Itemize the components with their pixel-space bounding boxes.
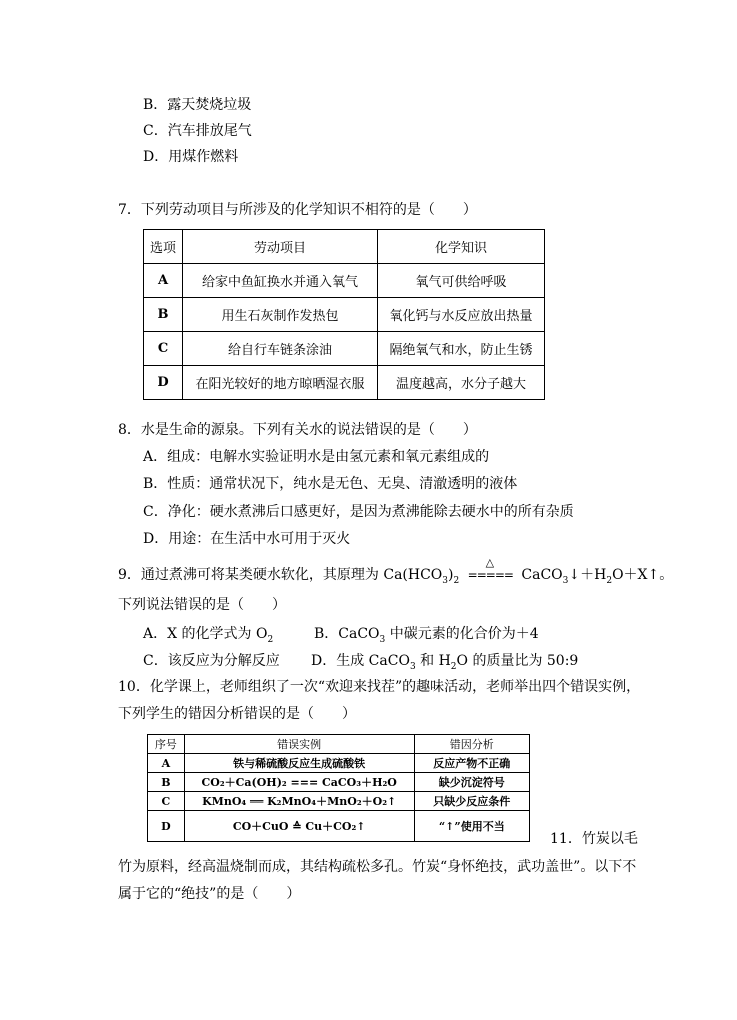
q9-stem-b: 下列说法错误的是（ ）	[118, 597, 286, 613]
table-cell: 在阳光较好的地方晾晒湿衣服	[183, 366, 378, 400]
equals-arrow: =====	[467, 568, 513, 582]
heat-condition-icon: △	[485, 556, 495, 569]
q10-table	[147, 734, 530, 842]
q7-stem: 7．下列劳动项目与所涉及的化学知识不相符的是（ ）	[118, 202, 477, 218]
q11-part-b: 竹为原料，经高温烧制而成，其结构疏松多孔。竹炭“身怀绝技，武功盖世”。以下不	[118, 859, 637, 875]
table-cell: C	[144, 332, 183, 366]
q9-product: CaCO	[516, 567, 563, 583]
table-cell: D	[148, 811, 185, 842]
q9-option-d-end: O 的质量比为 50:9	[456, 653, 579, 669]
table-cell: 给家中鱼缸换水并通入氧气	[183, 264, 378, 298]
table-row	[148, 811, 530, 842]
q10-stem-a: 10．化学课上，老师组织了一次“欢迎来找茬”的趣味活动，老师举出四个错误实例，	[118, 679, 641, 695]
q9-option-a-text: A．X 的化学式为 O	[143, 626, 268, 642]
q9-option-a	[143, 625, 273, 649]
q9-option-b-end: 中碳元素的化合价为＋4	[385, 626, 539, 642]
table-header: 序号	[148, 735, 185, 754]
q9-sub: 2	[453, 575, 460, 586]
q9-sub: 3	[442, 575, 449, 586]
table-header-row	[148, 735, 530, 754]
table-cell: 缺少沉淀符号	[414, 773, 529, 792]
table-cell: B	[144, 298, 183, 332]
table-header: 错因分析	[414, 735, 529, 754]
table-header: 化学知识	[378, 230, 545, 264]
q10-stem-b: 下列学生的错因分析错误的是（ ）	[118, 706, 356, 722]
q11-part-a: 11．竹炭以毛	[550, 831, 638, 847]
q9-reaction-arrow	[467, 556, 513, 584]
q9-sub: 2	[450, 661, 457, 672]
q9-sub: 2	[267, 634, 274, 645]
table-row	[148, 773, 530, 792]
table-cell: CO₂＋Ca(OH)₂ === CaCO₃＋H₂O	[184, 773, 414, 792]
table-row	[148, 754, 530, 773]
table-row	[144, 332, 545, 366]
q8-option-c: C．净化：硬水煮沸后口感更好，是因为煮沸能除去硬水中的所有杂质	[143, 504, 574, 520]
q9-stem	[118, 556, 674, 590]
q11-part-c: 属于它的“绝技”的是（ ）	[118, 886, 301, 902]
q6-option-b: B．露天焚烧垃圾	[143, 97, 252, 113]
q9-stem-text: 9．通过煮沸可将某类硬水软化，其原理为 Ca(HCO	[118, 567, 443, 583]
q8-option-b: B．性质：通常状况下，纯水是无色、无臭、清澈透明的液体	[143, 476, 518, 492]
table-row	[144, 264, 545, 298]
table-row	[148, 792, 530, 811]
q8-stem: 8．水是生命的源泉。下列有关水的说法错误的是（ ）	[118, 422, 477, 438]
q9-option-b-text: B．CaCO	[314, 626, 380, 642]
table-row	[144, 298, 545, 332]
table-cell: C	[148, 792, 185, 811]
q7-table	[143, 229, 545, 400]
table-cell: 铁与稀硫酸反应生成硫酸铁	[184, 754, 414, 773]
q8-option-a: A．组成：电解水实验证明水是由氢元素和氧元素组成的	[143, 449, 490, 465]
q9-product: ↓＋H	[568, 567, 607, 583]
table-cell: D	[144, 366, 183, 400]
table-cell: 反应产物不正确	[414, 754, 529, 773]
q9-option-d-mid: 和 H	[415, 653, 451, 669]
table-cell: 隔绝氧气和水，防止生锈	[378, 332, 545, 366]
q6-option-d: D．用煤作燃料	[143, 149, 239, 165]
table-cell: 只缺少反应条件	[414, 792, 529, 811]
table-cell: 温度越高，水分子越大	[378, 366, 545, 400]
q8-option-d: D．用途：在生活中水可用于灭火	[143, 531, 351, 547]
q9-option-d	[311, 652, 578, 676]
q9-option-c: C．该反应为分解反应	[143, 653, 280, 669]
q9-option-d-text: D．生成 CaCO	[311, 653, 410, 669]
q9-option-b	[314, 625, 539, 649]
table-cell: “↑”使用不当	[414, 811, 529, 842]
q9-sub: 3	[409, 661, 416, 672]
table-cell: A	[148, 754, 185, 773]
q9-stem-close: )	[448, 567, 454, 583]
table-cell: A	[144, 264, 183, 298]
table-row	[144, 366, 545, 400]
table-cell: 氧气可供给呼吸	[378, 264, 545, 298]
q9-sub: 3	[379, 634, 386, 645]
table-cell: KMnO₄ ══ K₂MnO₄＋MnO₂＋O₂↑	[184, 792, 414, 811]
q9-sub: 2	[606, 575, 613, 586]
table-header-row	[144, 230, 545, 264]
table-cell: B	[148, 773, 185, 792]
table-cell: 用生石灰制作发热包	[183, 298, 378, 332]
q9-sub: 3	[562, 575, 569, 586]
q6-option-c: C．汽车排放尾气	[143, 123, 252, 139]
table-header: 劳动项目	[183, 230, 378, 264]
table-cell: 氧化钙与水反应放出热量	[378, 298, 545, 332]
table-cell: CO＋CuO ≙ Cu＋CO₂↑	[184, 811, 414, 842]
q9-product: O＋X↑。	[612, 567, 674, 583]
table-cell: 给自行车链条涂油	[183, 332, 378, 366]
table-header: 选项	[144, 230, 183, 264]
table-header: 错误实例	[184, 735, 414, 754]
